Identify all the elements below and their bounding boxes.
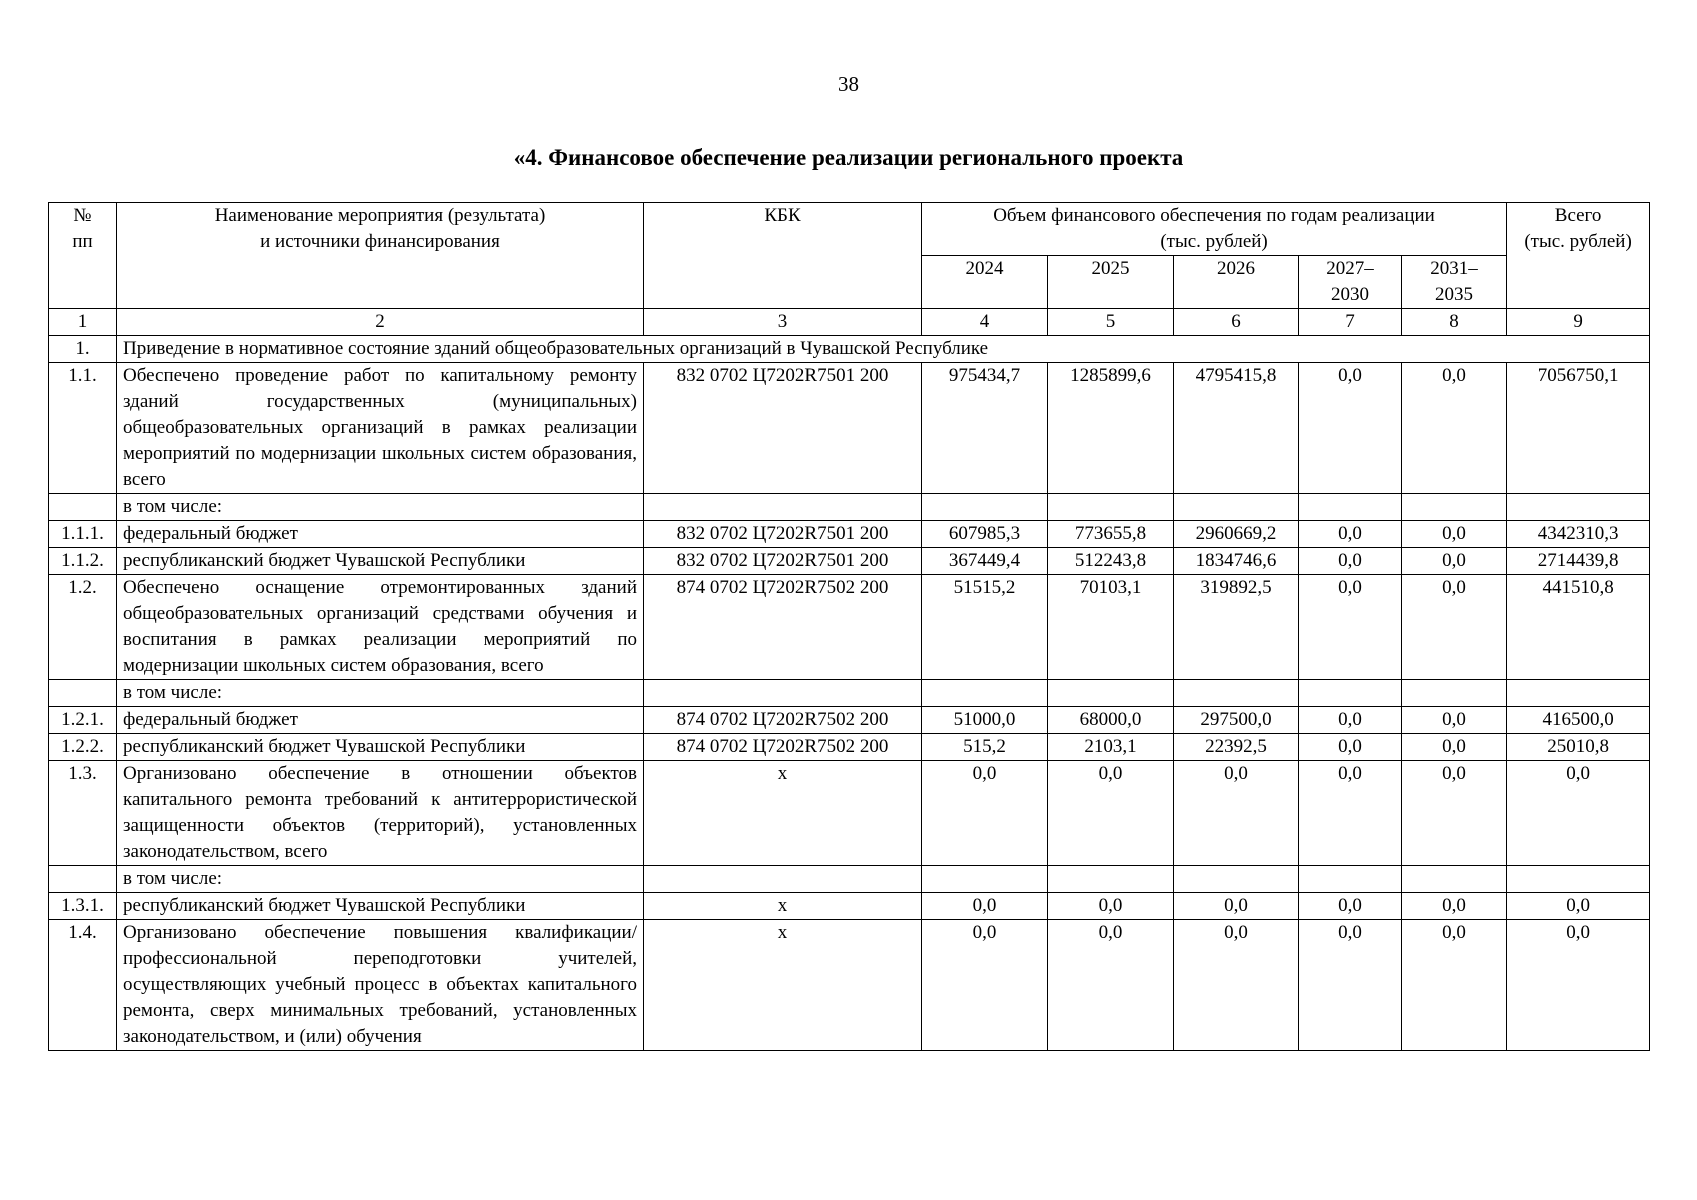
row-value-2024: 51000,0 (922, 707, 1048, 734)
row-total: 441510,8 (1507, 575, 1650, 680)
header-year: 2024 (922, 256, 1048, 309)
row-value-2031-2035: 0,0 (1402, 575, 1507, 680)
table-row (49, 761, 1650, 866)
row-num: 1.4. (49, 920, 117, 1051)
row-value-2025 (1048, 494, 1174, 521)
row-value-2024: 0,0 (922, 893, 1048, 920)
column-number: 9 (1507, 309, 1650, 336)
row-value-2024 (922, 680, 1048, 707)
row-value-2031-2035: 0,0 (1402, 761, 1507, 866)
row-value-2025: 68000,0 (1048, 707, 1174, 734)
row-value-2031-2035: 0,0 (1402, 363, 1507, 494)
table-row (49, 363, 1650, 494)
row-total: 25010,8 (1507, 734, 1650, 761)
section-title: Приведение в нормативное состояние зданий общеобразовательных организаций в Чувашской Республике (117, 336, 1650, 363)
row-value-2024 (922, 866, 1048, 893)
column-number: 2 (117, 309, 644, 336)
column-number: 3 (644, 309, 922, 336)
row-total: 416500,0 (1507, 707, 1650, 734)
row-value-2024: 0,0 (922, 761, 1048, 866)
row-value-2026 (1174, 866, 1299, 893)
row-value-2027-2030: 0,0 (1299, 920, 1402, 1051)
row-num (49, 680, 117, 707)
row-value-2026: 0,0 (1174, 893, 1299, 920)
financing-table (48, 202, 1650, 1051)
row-value-2026: 4795415,8 (1174, 363, 1299, 494)
row-num: 1.1.2. (49, 548, 117, 575)
row-kbk (644, 680, 922, 707)
row-total: 7056750,1 (1507, 363, 1650, 494)
row-value-2031-2035: 0,0 (1402, 920, 1507, 1051)
table-header-row (49, 203, 1650, 256)
row-name: республиканский бюджет Чувашской Республики (117, 893, 644, 920)
row-kbk: 874 0702 Ц7202R7502 200 (644, 707, 922, 734)
row-value-2027-2030: 0,0 (1299, 363, 1402, 494)
row-value-2031-2035 (1402, 680, 1507, 707)
row-name: республиканский бюджет Чувашской Республики (117, 548, 644, 575)
row-total: 0,0 (1507, 893, 1650, 920)
row-num: 1.2. (49, 575, 117, 680)
row-value-2031-2035: 0,0 (1402, 893, 1507, 920)
header-year: 2027– 2030 (1299, 256, 1402, 309)
row-value-2025 (1048, 680, 1174, 707)
row-name: в том числе: (117, 680, 644, 707)
row-name: в том числе: (117, 494, 644, 521)
row-value-2026: 0,0 (1174, 920, 1299, 1051)
row-num: 1.2.2. (49, 734, 117, 761)
row-value-2026: 319892,5 (1174, 575, 1299, 680)
section-row (49, 336, 1650, 363)
document-title: «4. Финансовое обеспечение реализации регионального проекта (513, 145, 1184, 170)
row-kbk: х (644, 893, 922, 920)
row-value-2027-2030: 0,0 (1299, 734, 1402, 761)
row-total: 0,0 (1507, 761, 1650, 866)
row-value-2027-2030: 0,0 (1299, 548, 1402, 575)
row-value-2025: 70103,1 (1048, 575, 1174, 680)
row-name: в том числе: (117, 866, 644, 893)
column-number: 4 (922, 309, 1048, 336)
row-name: республиканский бюджет Чувашской Республики (117, 734, 644, 761)
row-value-2031-2035: 0,0 (1402, 548, 1507, 575)
header-year: 2025 (1048, 256, 1174, 309)
row-kbk: 832 0702 Ц7202R7501 200 (644, 548, 922, 575)
header-volume: Объем финансового обеспечения по годам реализации (тыс. рублей) (922, 203, 1507, 256)
table-row (49, 494, 1650, 521)
row-value-2027-2030 (1299, 494, 1402, 521)
table-row (49, 680, 1650, 707)
row-name: федеральный бюджет (117, 707, 644, 734)
row-value-2025 (1048, 866, 1174, 893)
row-value-2024: 607985,3 (922, 521, 1048, 548)
table-row (49, 866, 1650, 893)
row-value-2024: 367449,4 (922, 548, 1048, 575)
row-name: Организовано обеспечение в отношении объектов капитального ремонта требований к антитеррористической защищенности объектов (территорий), установленных законодательством, всего (117, 761, 644, 866)
row-value-2027-2030: 0,0 (1299, 761, 1402, 866)
row-value-2027-2030: 0,0 (1299, 893, 1402, 920)
table-row (49, 893, 1650, 920)
row-num: 1.3. (49, 761, 117, 866)
row-num: 1.3.1. (49, 893, 117, 920)
row-total: 2714439,8 (1507, 548, 1650, 575)
row-value-2026: 297500,0 (1174, 707, 1299, 734)
column-number: 6 (1174, 309, 1299, 336)
table-row (49, 521, 1650, 548)
row-total (1507, 494, 1650, 521)
row-kbk (644, 494, 922, 521)
header-year: 2026 (1174, 256, 1299, 309)
row-value-2031-2035 (1402, 866, 1507, 893)
row-total: 0,0 (1507, 920, 1650, 1051)
table-row (49, 734, 1650, 761)
row-value-2027-2030: 0,0 (1299, 707, 1402, 734)
row-value-2025: 0,0 (1048, 761, 1174, 866)
header-kbk: КБК (644, 203, 922, 309)
row-kbk: х (644, 761, 922, 866)
row-value-2025: 512243,8 (1048, 548, 1174, 575)
row-num: 1.1. (49, 363, 117, 494)
row-value-2024: 51515,2 (922, 575, 1048, 680)
row-value-2027-2030: 0,0 (1299, 575, 1402, 680)
row-value-2026: 2960669,2 (1174, 521, 1299, 548)
row-kbk: 832 0702 Ц7202R7501 200 (644, 363, 922, 494)
column-number: 1 (49, 309, 117, 336)
row-total (1507, 866, 1650, 893)
column-number: 8 (1402, 309, 1507, 336)
row-value-2027-2030 (1299, 680, 1402, 707)
row-value-2031-2035: 0,0 (1402, 521, 1507, 548)
column-number: 5 (1048, 309, 1174, 336)
row-value-2026 (1174, 680, 1299, 707)
column-number: 7 (1299, 309, 1402, 336)
row-name: Организовано обеспечение повышения квалификации/профессиональной переподготовки учителей, осуществляющих учебный процесс в объектах капитального ремонта, сверх минимальных требований, установленных законодательством, и (или) обучения (117, 920, 644, 1051)
row-total: 4342310,3 (1507, 521, 1650, 548)
row-kbk: 832 0702 Ц7202R7501 200 (644, 521, 922, 548)
row-num: 1.2.1. (49, 707, 117, 734)
row-value-2031-2035: 0,0 (1402, 734, 1507, 761)
row-kbk: 874 0702 Ц7202R7502 200 (644, 575, 922, 680)
row-kbk (644, 866, 922, 893)
page-number: 38 (838, 72, 859, 96)
row-value-2031-2035: 0,0 (1402, 707, 1507, 734)
row-kbk: х (644, 920, 922, 1051)
row-total (1507, 680, 1650, 707)
row-value-2026: 1834746,6 (1174, 548, 1299, 575)
header-year: 2031– 2035 (1402, 256, 1507, 309)
row-num: 1.1.1. (49, 521, 117, 548)
section-num: 1. (49, 336, 117, 363)
table-row (49, 920, 1650, 1051)
row-value-2025: 2103,1 (1048, 734, 1174, 761)
row-name: Обеспечено проведение работ по капитальному ремонту зданий государственных (муниципальных) общеобразовательных организаций в рамках реализации мероприятий по модернизации школьных систем образования, всего (117, 363, 644, 494)
row-num (49, 494, 117, 521)
row-value-2026: 0,0 (1174, 761, 1299, 866)
row-value-2027-2030 (1299, 866, 1402, 893)
table-row (49, 548, 1650, 575)
table-row (49, 707, 1650, 734)
row-value-2025: 0,0 (1048, 920, 1174, 1051)
row-value-2031-2035 (1402, 494, 1507, 521)
row-value-2025: 773655,8 (1048, 521, 1174, 548)
row-value-2025: 1285899,6 (1048, 363, 1174, 494)
row-value-2026: 22392,5 (1174, 734, 1299, 761)
header-total: Всего (тыс. рублей) (1507, 203, 1650, 309)
row-name: федеральный бюджет (117, 521, 644, 548)
row-num (49, 866, 117, 893)
row-value-2024: 0,0 (922, 920, 1048, 1051)
row-name: Обеспечено оснащение отремонтированных зданий общеобразовательных организаций средствами обучения и воспитания в рамках реализации мероприятий по модернизации школьных систем образования, всего (117, 575, 644, 680)
column-numbers-row (49, 309, 1650, 336)
table-row (49, 575, 1650, 680)
row-value-2025: 0,0 (1048, 893, 1174, 920)
header-num: № пп (49, 203, 117, 309)
header-name: Наименование мероприятия (результата) и источники финансирования (117, 203, 644, 309)
row-value-2026 (1174, 494, 1299, 521)
row-value-2027-2030: 0,0 (1299, 521, 1402, 548)
row-value-2024: 515,2 (922, 734, 1048, 761)
row-kbk: 874 0702 Ц7202R7502 200 (644, 734, 922, 761)
row-value-2024 (922, 494, 1048, 521)
row-value-2024: 975434,7 (922, 363, 1048, 494)
